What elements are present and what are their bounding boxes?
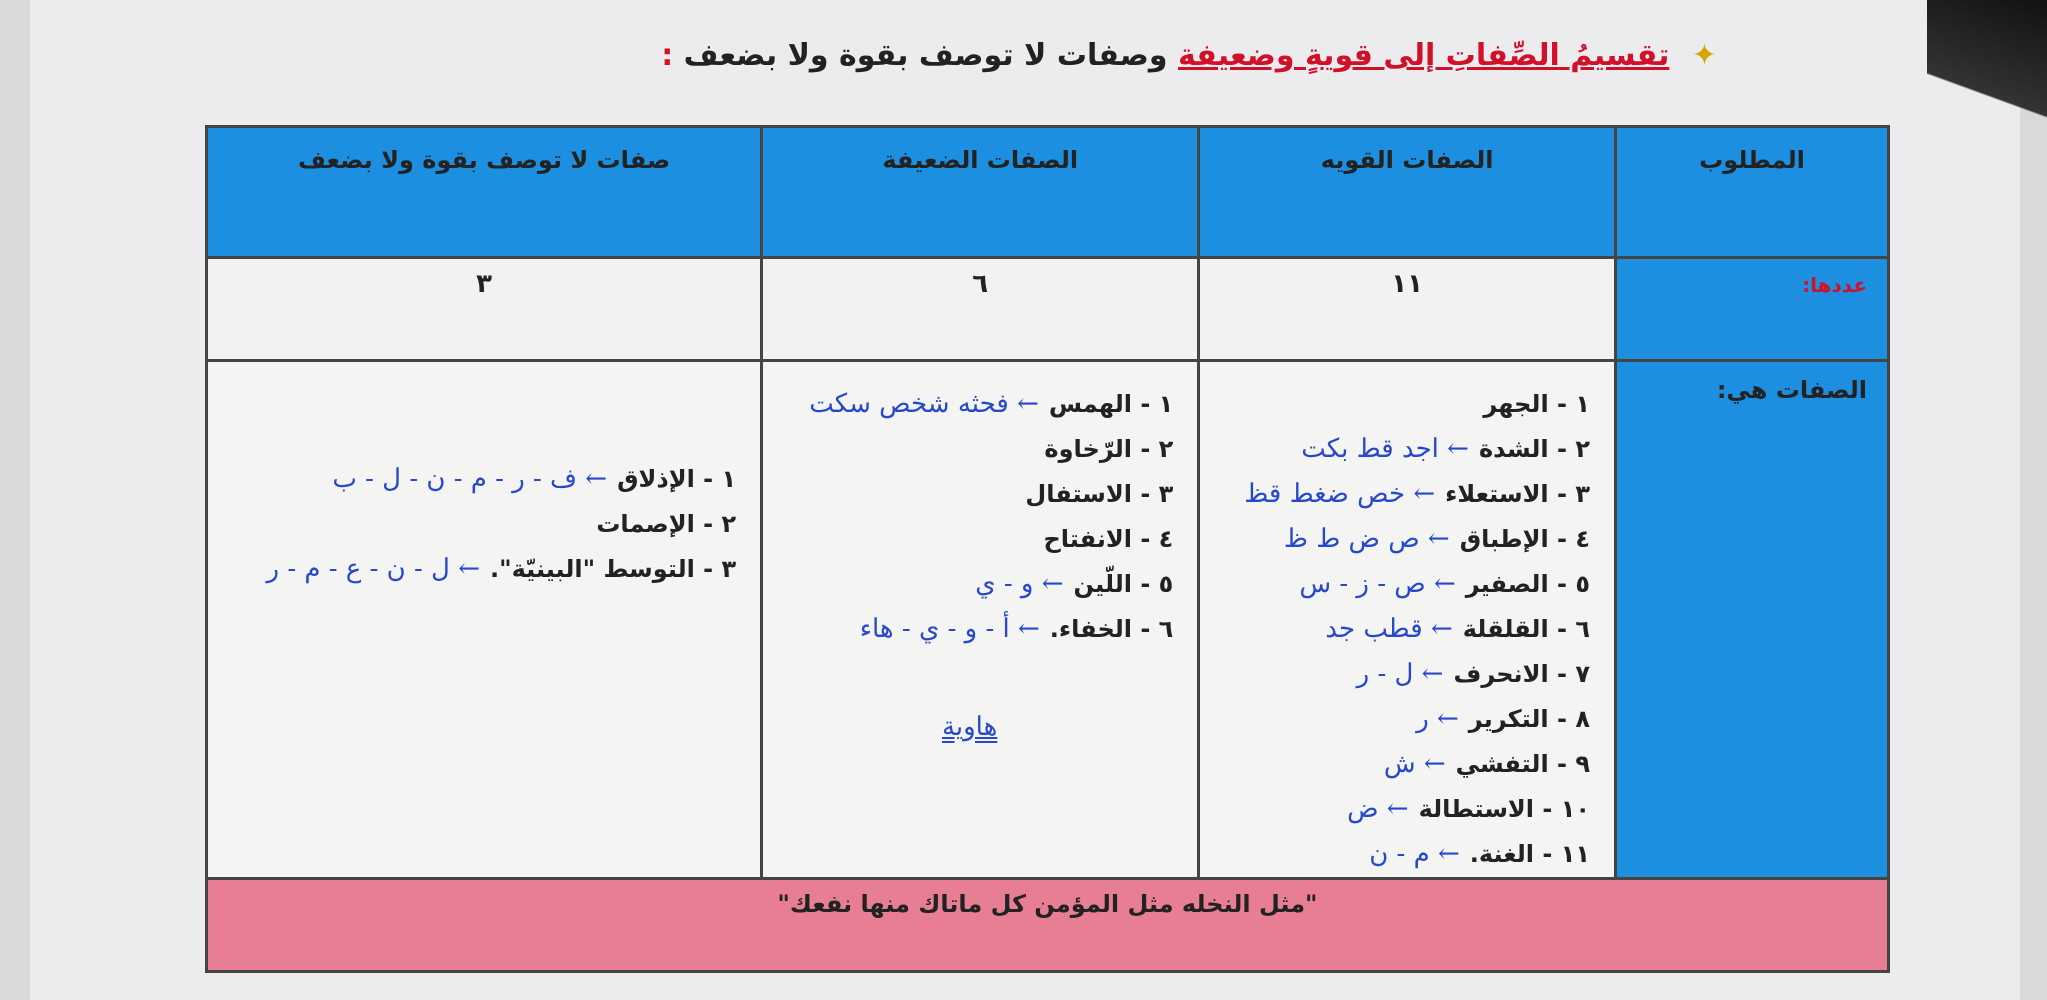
item-name: الانفتاح — [1043, 525, 1132, 553]
item-name: التكرير — [1468, 705, 1549, 733]
item-number: ١ - — [1548, 390, 1590, 418]
item-name: القلقلة — [1462, 615, 1549, 643]
list-item — [1200, 382, 1590, 427]
item-number: ٣ - — [694, 555, 737, 583]
item-name: الإصمات — [596, 510, 695, 538]
column-header-strong: الصفات القويه — [1199, 127, 1616, 258]
traits-table — [205, 125, 1890, 973]
item-name: الاستطالة — [1418, 795, 1535, 823]
item-name: الرّخاوة — [1044, 435, 1132, 463]
list-item — [1200, 472, 1590, 517]
count-label: عددها: — [1616, 258, 1889, 361]
handwritten-note: ← ص ض ط ظ — [1283, 524, 1450, 554]
item-number: ١ - — [1131, 390, 1174, 418]
item-number: ٤ - — [1548, 525, 1590, 553]
item-name: الإذلاق — [617, 465, 695, 493]
traits-label: الصفات هي: — [1616, 361, 1889, 879]
heading-rest: وصفات لا توصف بقوة ولا بضعف — [683, 38, 1168, 73]
list-item — [763, 427, 1173, 472]
handwritten-note: ← قطب جد — [1325, 614, 1453, 644]
item-number: ٧ - — [1548, 660, 1590, 688]
item-number: ١ - — [694, 465, 737, 493]
item-number: ٢ - — [1131, 435, 1174, 463]
item-name: الخفاء. — [1049, 615, 1132, 643]
strong-list — [1200, 362, 1614, 877]
neutral-cell — [207, 361, 762, 879]
list-item — [208, 457, 736, 502]
handwritten-note: ← م - ن — [1369, 839, 1460, 869]
column-header-neutral: صفات لا توصف بقوة ولا بضعف — [207, 127, 762, 258]
list-item — [208, 547, 736, 592]
list-item — [763, 472, 1173, 517]
item-number: ٢ - — [1548, 435, 1590, 463]
count-weak: ٦ — [762, 258, 1199, 361]
item-name: الإطباق — [1459, 525, 1549, 553]
list-item — [763, 607, 1173, 652]
list-item — [1200, 652, 1590, 697]
item-number: ٦ - — [1548, 615, 1590, 643]
handwritten-note: ← أ - و - ي - هاء — [859, 614, 1040, 644]
list-item — [1200, 607, 1590, 652]
handwritten-note: ← اجد قط بكت — [1301, 434, 1469, 464]
item-number: ٤ - — [1131, 525, 1174, 553]
star-icon: ✦ — [1691, 38, 1717, 73]
heading-red: تقسيمُ الصِّفاتِ إلى قويةٍ وضعيفة — [1177, 38, 1670, 73]
count-neutral: ٣ — [207, 258, 762, 361]
list-item — [763, 562, 1173, 607]
handwritten-note: ← ر — [1416, 704, 1459, 734]
heading-colon: : — [661, 38, 674, 73]
list-item — [1200, 517, 1590, 562]
weak-cell — [762, 361, 1199, 879]
item-number: ٩ - — [1548, 750, 1590, 778]
handwritten-note: ← ص - ز - س — [1299, 569, 1456, 599]
list-item — [1200, 787, 1590, 832]
item-number: ٣ - — [1131, 480, 1174, 508]
list-item — [1200, 562, 1590, 607]
handwritten-note: ← ف - ر - م - ن - ل - ب — [332, 464, 608, 494]
item-name: الصفير — [1465, 570, 1549, 598]
handwritten-note: ← ل - ن - ع - م - ر — [266, 554, 480, 584]
list-item — [1200, 742, 1590, 787]
strong-cell — [1199, 361, 1616, 879]
footer-quote: "مثل النخله مثل المؤمن كل ماتاك منها نفعك" — [207, 879, 1889, 972]
list-item — [763, 382, 1173, 427]
item-name: الغنة. — [1469, 840, 1535, 868]
item-number: ٥ - — [1131, 570, 1174, 598]
item-number: ٣ - — [1548, 480, 1590, 508]
item-name: الاستعلاء — [1445, 480, 1549, 508]
neutral-list — [208, 362, 760, 592]
background-corner — [1927, 0, 2047, 150]
list-item — [1200, 832, 1590, 877]
list-item — [208, 502, 736, 547]
weak-footnote: هاوية — [941, 712, 998, 742]
item-number: ٢ - — [694, 510, 737, 538]
column-header-weak: الصفات الضعيفة — [762, 127, 1199, 258]
item-name: الانحرف — [1453, 660, 1549, 688]
item-name: اللّين — [1073, 570, 1132, 598]
corner-header: المطلوب — [1616, 127, 1889, 258]
item-number: ٦ - — [1131, 615, 1174, 643]
weak-list — [763, 362, 1197, 652]
list-item — [1200, 427, 1590, 472]
list-item — [1200, 697, 1590, 742]
item-name: الشدة — [1478, 435, 1549, 463]
item-number: ٨ - — [1548, 705, 1590, 733]
item-number: ١٠ - — [1534, 795, 1590, 823]
item-name: الاستفال — [1025, 480, 1132, 508]
handwritten-note: ← خص ضغط قظ — [1244, 479, 1436, 509]
handwritten-note: ← و - ي — [975, 569, 1064, 599]
handwritten-note: ← ض — [1347, 794, 1409, 824]
item-number: ٥ - — [1548, 570, 1590, 598]
handwritten-note: ← ل - ر — [1356, 659, 1444, 689]
worksheet-heading — [617, 30, 1717, 82]
item-name: الجهر — [1483, 390, 1549, 418]
item-number: ١١ - — [1534, 840, 1590, 868]
handwritten-note: ← فحثه شخص سكت — [809, 389, 1039, 419]
list-item — [763, 517, 1173, 562]
handwritten-note: ← ش — [1383, 749, 1446, 779]
item-name: الهمس — [1048, 390, 1132, 418]
item-name: التفشي — [1455, 750, 1549, 778]
count-strong: ١١ — [1199, 258, 1616, 361]
item-name: التوسط "البينيّة". — [489, 555, 695, 583]
